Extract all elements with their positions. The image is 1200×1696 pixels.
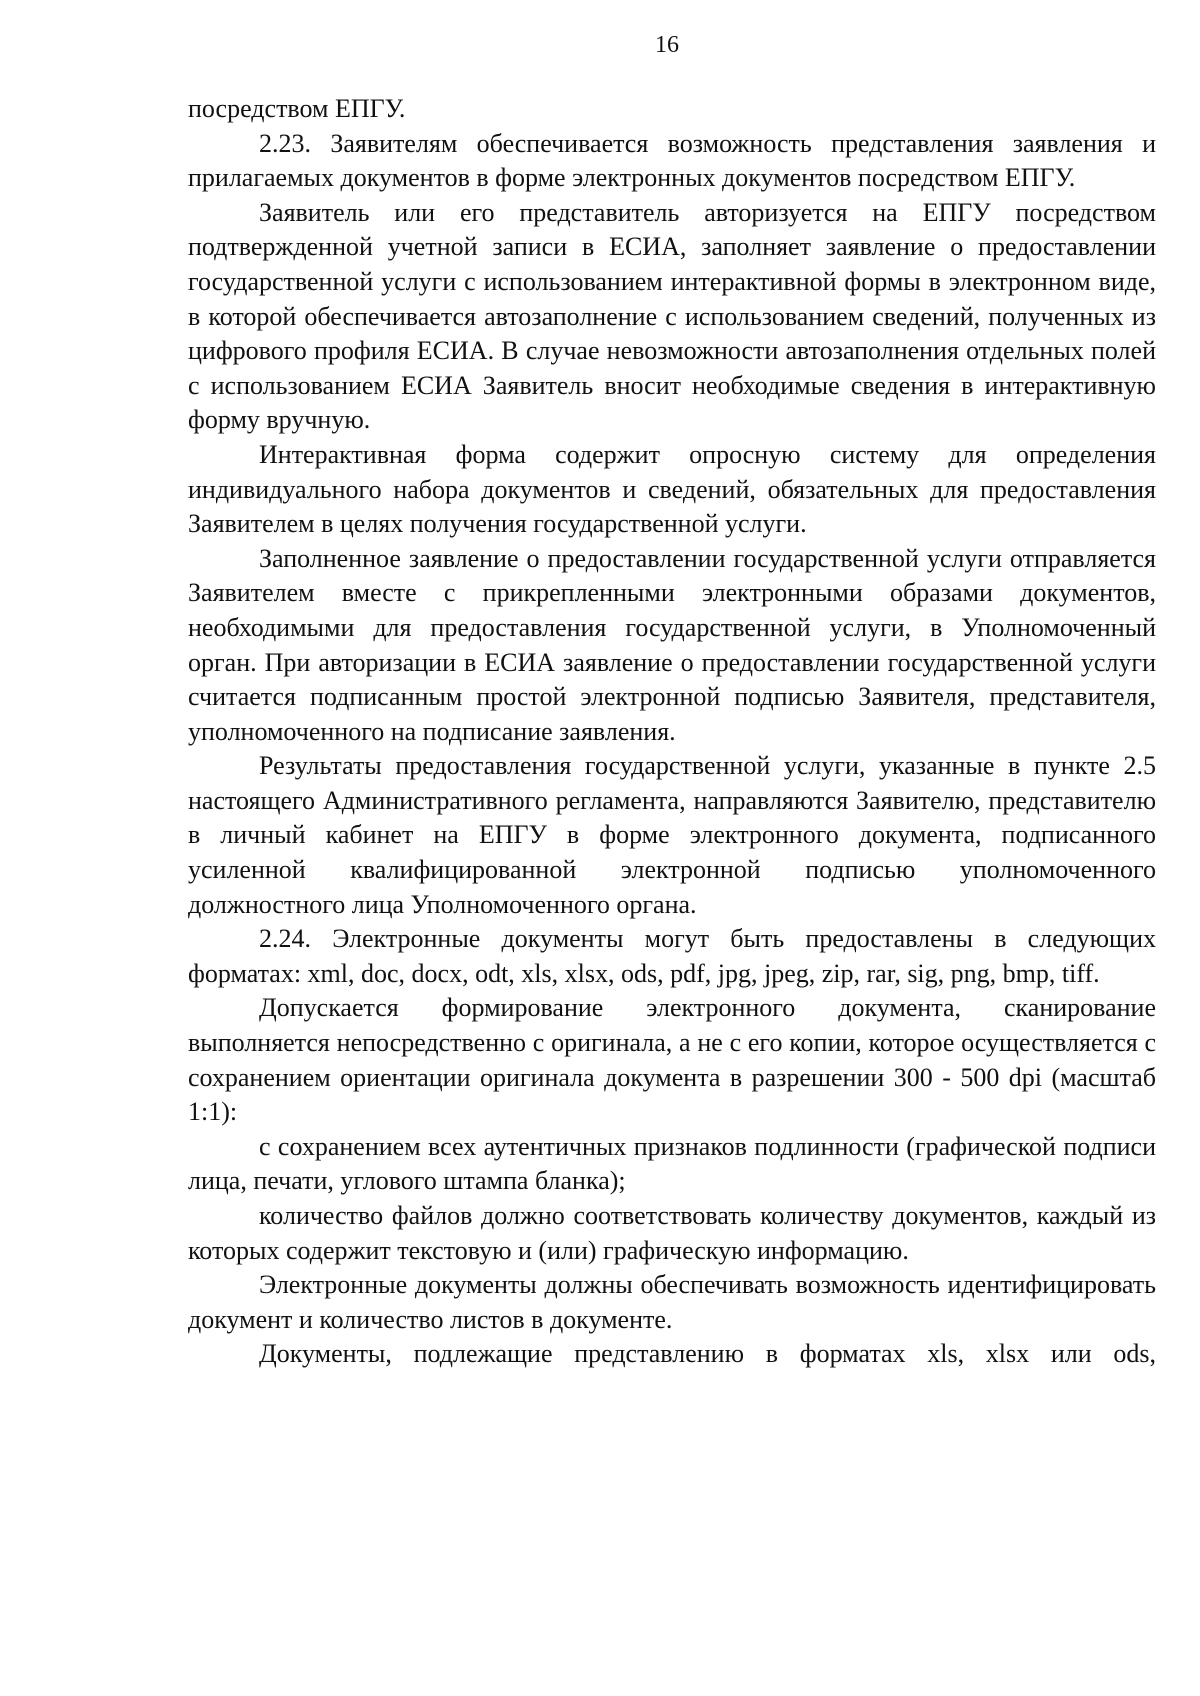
paragraph-2-24: 2.24. Электронные документы могут быть предоставлены в следующих форматах: xml, doc, docx, odt, xls, xlsx, ods, pdf, jpg, jpeg, zip, rar, sig, png, bmp, tiff. — [188, 924, 1156, 988]
paragraph-continuation: посредством ЕПГУ. — [188, 94, 406, 123]
paragraph-authenticity: с сохранением всех аутентичных признаков подлинности (графической подписи лица, печати, углового штампа бланка); — [188, 1131, 1156, 1196]
paragraph-spreadsheet-formats: Документы, подлежащие представлению в форматах xls, xlsx или ods, — [259, 1339, 1156, 1369]
page-number: 16 — [655, 32, 679, 58]
paragraph-2-23: 2.23. Заявителям обеспечивается возможность представления заявления и прилагаемых документов в форме электронных документов посредством ЕПГУ. — [188, 128, 1156, 193]
paragraph-applicant-authorization: Заявитель или его представитель авторизуется на ЕПГУ посредством подтвержденной учетной записи в ЕСИА, заполняет заявление о предоставлении государственной услуги с использованием интерактивной формы в электронном виде, в которой обеспечивается автозаполнение с использованием сведений, полученных из цифрового профиля ЕСИА. В случае невозможности автозаполнения отдельных полей с использованием ЕСИА Заявитель вносит необходимые сведения в интерактивную форму вручную. — [188, 197, 1156, 435]
paragraph-results: Результаты предоставления государственной услуги, указанные в пункте 2.5 настоящего Административного регламента, направляются Заявителю, представителю в личный кабинет на ЕПГУ в форме электронного документа, подписанного усиленной квалифицированной электронной подписью уполномоченного должностного лица Уполномоченного органа. — [188, 751, 1156, 919]
paragraph-identification: Электронные документы должны обеспечивать возможность идентифицировать документ и количество листов в документе. — [188, 1270, 1156, 1334]
paragraph-file-count: количество файлов должно соответствовать количеству документов, каждый из которых содержит текстовую и (или) графическую информацию. — [188, 1201, 1156, 1265]
paragraph-interactive-form: Интерактивная форма содержит опросную систему для определения индивидуального набора документов и сведений, обязательных для предоставления Заявителем в целях получения государственной услуги. — [188, 439, 1156, 539]
document-body — [188, 92, 1156, 1372]
paragraph-scanning: Допускается формирование электронного документа, сканирование выполняется непосредственно с оригинала, а не с его копии, которое осуществляется с сохранением ориентации оригинала документа в разрешении 300 - 500 dpi (масштаб 1:1): — [188, 993, 1156, 1127]
paragraph-filled-application: Заполненное заявление о предоставлении государственной услуги отправляется Заявителем вместе с прикрепленными электронными образами документов, необходимыми для предоставления государственной услуги, в Уполномоченный орган. При авторизации в ЕСИА заявление о предоставлении государственной услуги считается подписанным простой электронной подписью Заявителя, представителя, уполномоченного на подписание заявления. — [188, 543, 1156, 746]
